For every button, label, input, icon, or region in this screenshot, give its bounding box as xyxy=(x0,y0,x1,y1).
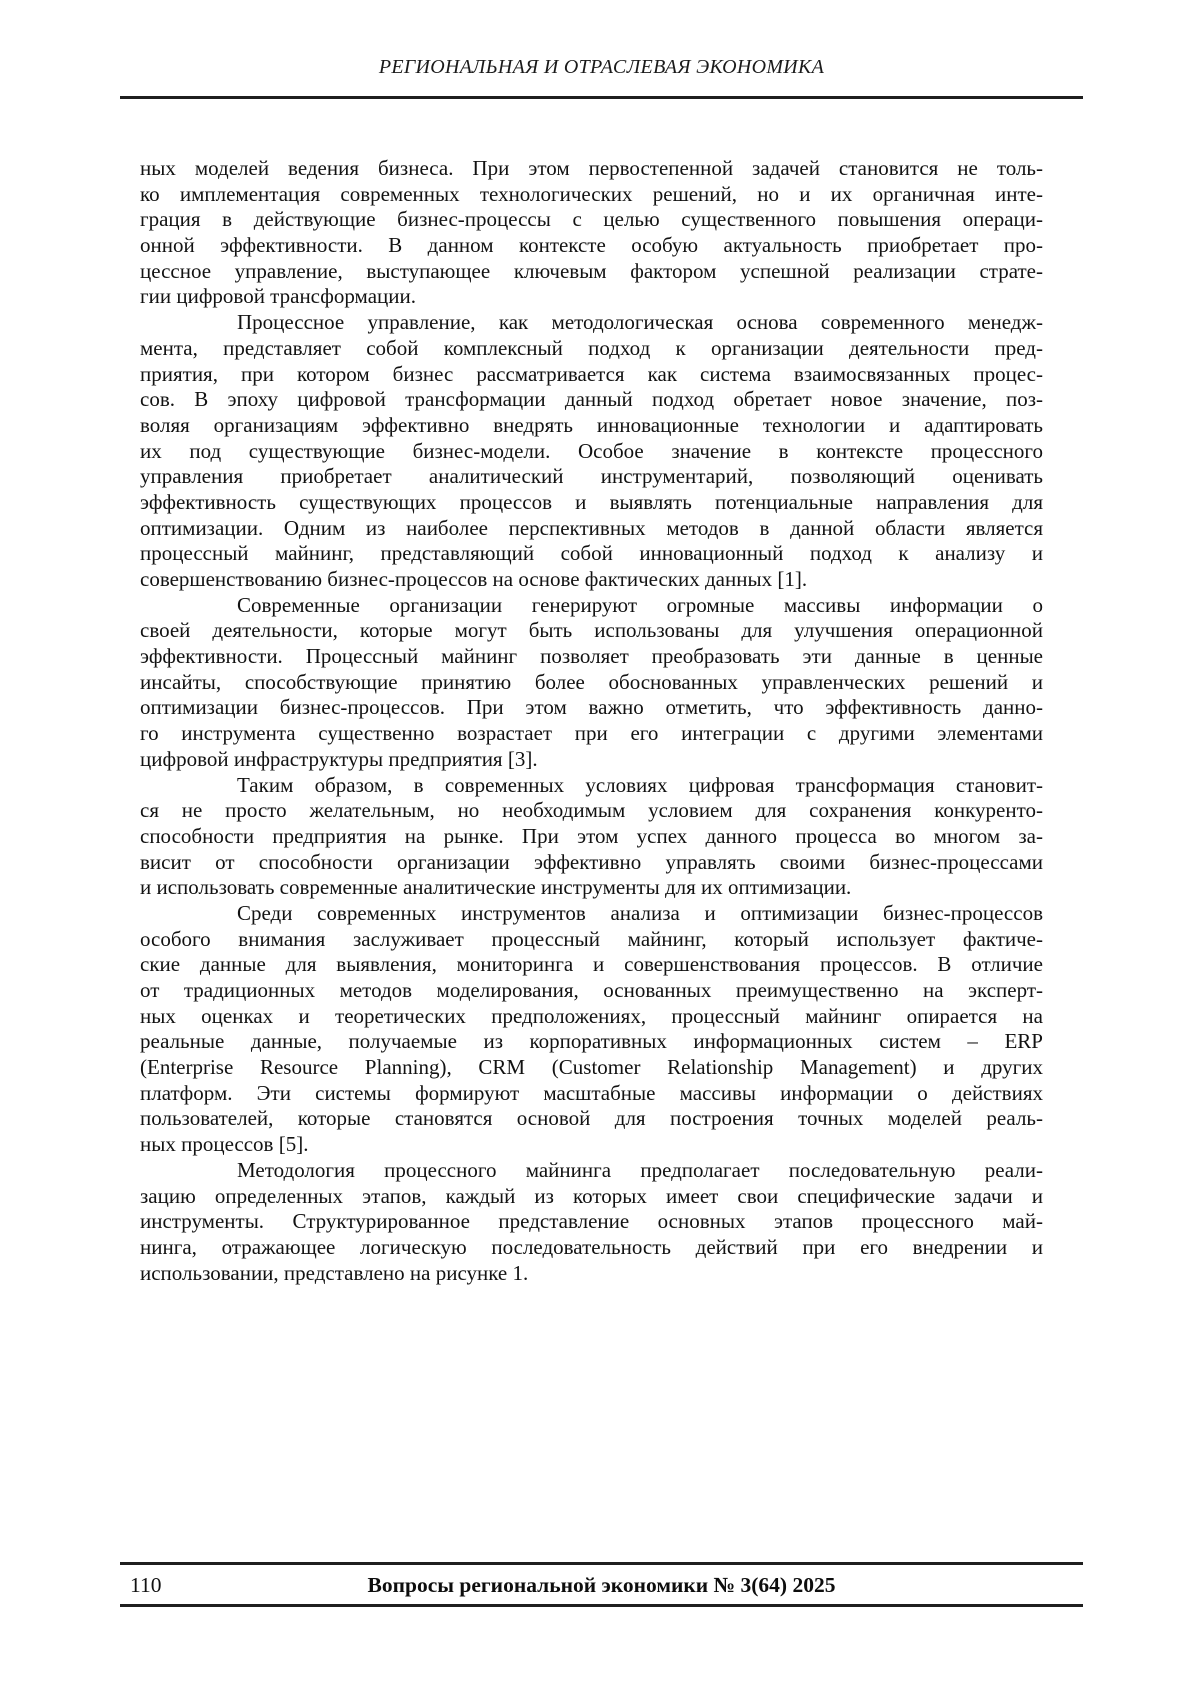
text-line: ся не просто желательным, но необходимым условием для сохранения конкуренто- xyxy=(140,798,1043,823)
text-line: сов. В эпоху цифровой трансформации данный подход обретает новое значение, поз- xyxy=(140,387,1043,412)
text-line: Процессное управление, как методологическая основа современного менедж- xyxy=(237,310,1043,335)
text-line: эффективность существующих процессов и выявлять потенциальные направления для xyxy=(140,489,1043,514)
text-line: их под существующие бизнес-модели. Особое значение в контексте процессного xyxy=(140,438,1043,463)
text-line: пользователей, которые становятся основой для построения точных моделей реаль- xyxy=(140,1106,1043,1131)
text-line: использовании, представлено на рисунке 1. xyxy=(140,1260,529,1285)
text-line: приятия, при котором бизнес рассматривается как система взаимосвязанных процес- xyxy=(140,361,1043,386)
text-line: онной эффективности. В данном контексте особую актуальность приобретает про- xyxy=(140,233,1043,258)
text-line: управления приобретает аналитический инструментарий, позволяющий оценивать xyxy=(140,464,1043,489)
text-line: от традиционных методов моделирования, основанных преимущественно на эксперт- xyxy=(140,978,1043,1002)
text-line: гии цифровой трансформации. xyxy=(140,284,416,309)
text-line: реальные данные, получаемые из корпоративных информационных систем – ERP xyxy=(140,1029,1043,1054)
running-head-section-title: РЕГИОНАЛЬНАЯ И ОТРАСЛЕВАЯ ЭКОНОМИКА xyxy=(378,56,825,78)
paragraph xyxy=(140,1158,1043,1286)
footer-rule-top xyxy=(120,1562,1083,1565)
text-line: оптимизации бизнес-процессов. При этом важно отметить, что эффективность данно- xyxy=(140,695,1043,720)
text-line: Методология процессного майнинга предполагает последовательную реали- xyxy=(237,1157,1043,1182)
text-line: ко имплементация современных технологических решений, но и их органичная инте- xyxy=(140,181,1043,206)
paragraph xyxy=(140,156,1043,310)
text-line: Таким образом, в современных условиях цифровая трансформация становит- xyxy=(237,772,1043,797)
text-line: особого внимания заслуживает процессный майнинг, который использует фактиче- xyxy=(140,926,1043,951)
text-line: нинга, отражающее логическую последовательность действий при его внедрении и xyxy=(140,1234,1043,1259)
paragraph xyxy=(140,593,1043,773)
text-line: оптимизации. Одним из наиболее перспективных методов в данной области является xyxy=(140,515,1043,540)
text-line: способности предприятия на рынке. При этом успех данного процесса во многом за- xyxy=(140,823,1043,848)
paragraph xyxy=(140,901,1043,1158)
text-line: инсайты, способствующие принятию более обоснованных управленческих решений и xyxy=(140,669,1043,694)
text-line: ных оценках и теоретических предположениях, процессный майнинг опирается на xyxy=(140,1003,1043,1028)
text-line: своей деятельности, которые могут быть использованы для улучшения операционной xyxy=(140,618,1043,643)
text-line: воляя организациям эффективно внедрять инновационные технологии и адаптировать xyxy=(140,412,1043,437)
text-line: го инструмента существенно возрастает при его интеграции с другими элементами xyxy=(140,721,1043,746)
text-line: эффективности. Процессный майнинг позволяет преобразовать эти данные в ценные xyxy=(140,644,1043,669)
paragraph xyxy=(140,773,1043,901)
text-line: процессный майнинг, представляющий собой инновационный подход к анализу и xyxy=(140,541,1043,566)
text-line: Современные организации генерируют огромные массивы информации о xyxy=(237,592,1043,617)
text-line: и использовать современные аналитические инструменты для их оптимизации. xyxy=(140,875,852,900)
paragraph xyxy=(140,310,1043,593)
text-line: совершенствованию бизнес-процессов на основе фактических данных [1]. xyxy=(140,567,808,591)
text-line: цессное управление, выступающее ключевым фактором успешной реализации страте- xyxy=(140,258,1043,283)
text-line: ские данные для выявления, мониторинга и совершенствования процессов. В отличие xyxy=(140,952,1043,977)
text-line: платформ. Эти системы формируют масштабные массивы информации о действиях xyxy=(140,1080,1043,1105)
footer-row xyxy=(120,1571,1083,1601)
text-line: Среди современных инструментов анализа и оптимизации бизнес-процессов xyxy=(237,900,1043,925)
text-line: грация в действующие бизнес-процессы с целью существенного повышения операци- xyxy=(140,207,1043,232)
text-line: (Enterprise Resource Planning), CRM (Customer Relationship Management) и других xyxy=(140,1055,1043,1080)
text-line: цифровой инфраструктуры предприятия [3]. xyxy=(140,746,538,771)
footer-journal-title: Вопросы региональной экономики № 3(64) 2025 xyxy=(367,1573,836,1597)
page-body xyxy=(140,156,1043,1286)
text-line: мента, представляет собой комплексный подход к организации деятельности пред- xyxy=(140,335,1043,360)
footer-rule-bottom xyxy=(120,1604,1083,1607)
text-line: ных процессов [5]. xyxy=(140,1132,309,1157)
text-line: ных моделей ведения бизнеса. При этом первостепенной задачей становится не толь- xyxy=(140,156,1043,180)
header-rule xyxy=(120,96,1083,99)
text-line: зацию определенных этапов, каждый из которых имеет свои специфические задачи и xyxy=(140,1183,1043,1208)
footer-page-number: 110 xyxy=(130,1573,162,1597)
text-line: висит от способности организации эффективно управлять своими бизнес-процессами xyxy=(140,849,1043,874)
text-line: инструменты. Структурированное представление основных этапов процессного май- xyxy=(140,1209,1043,1234)
